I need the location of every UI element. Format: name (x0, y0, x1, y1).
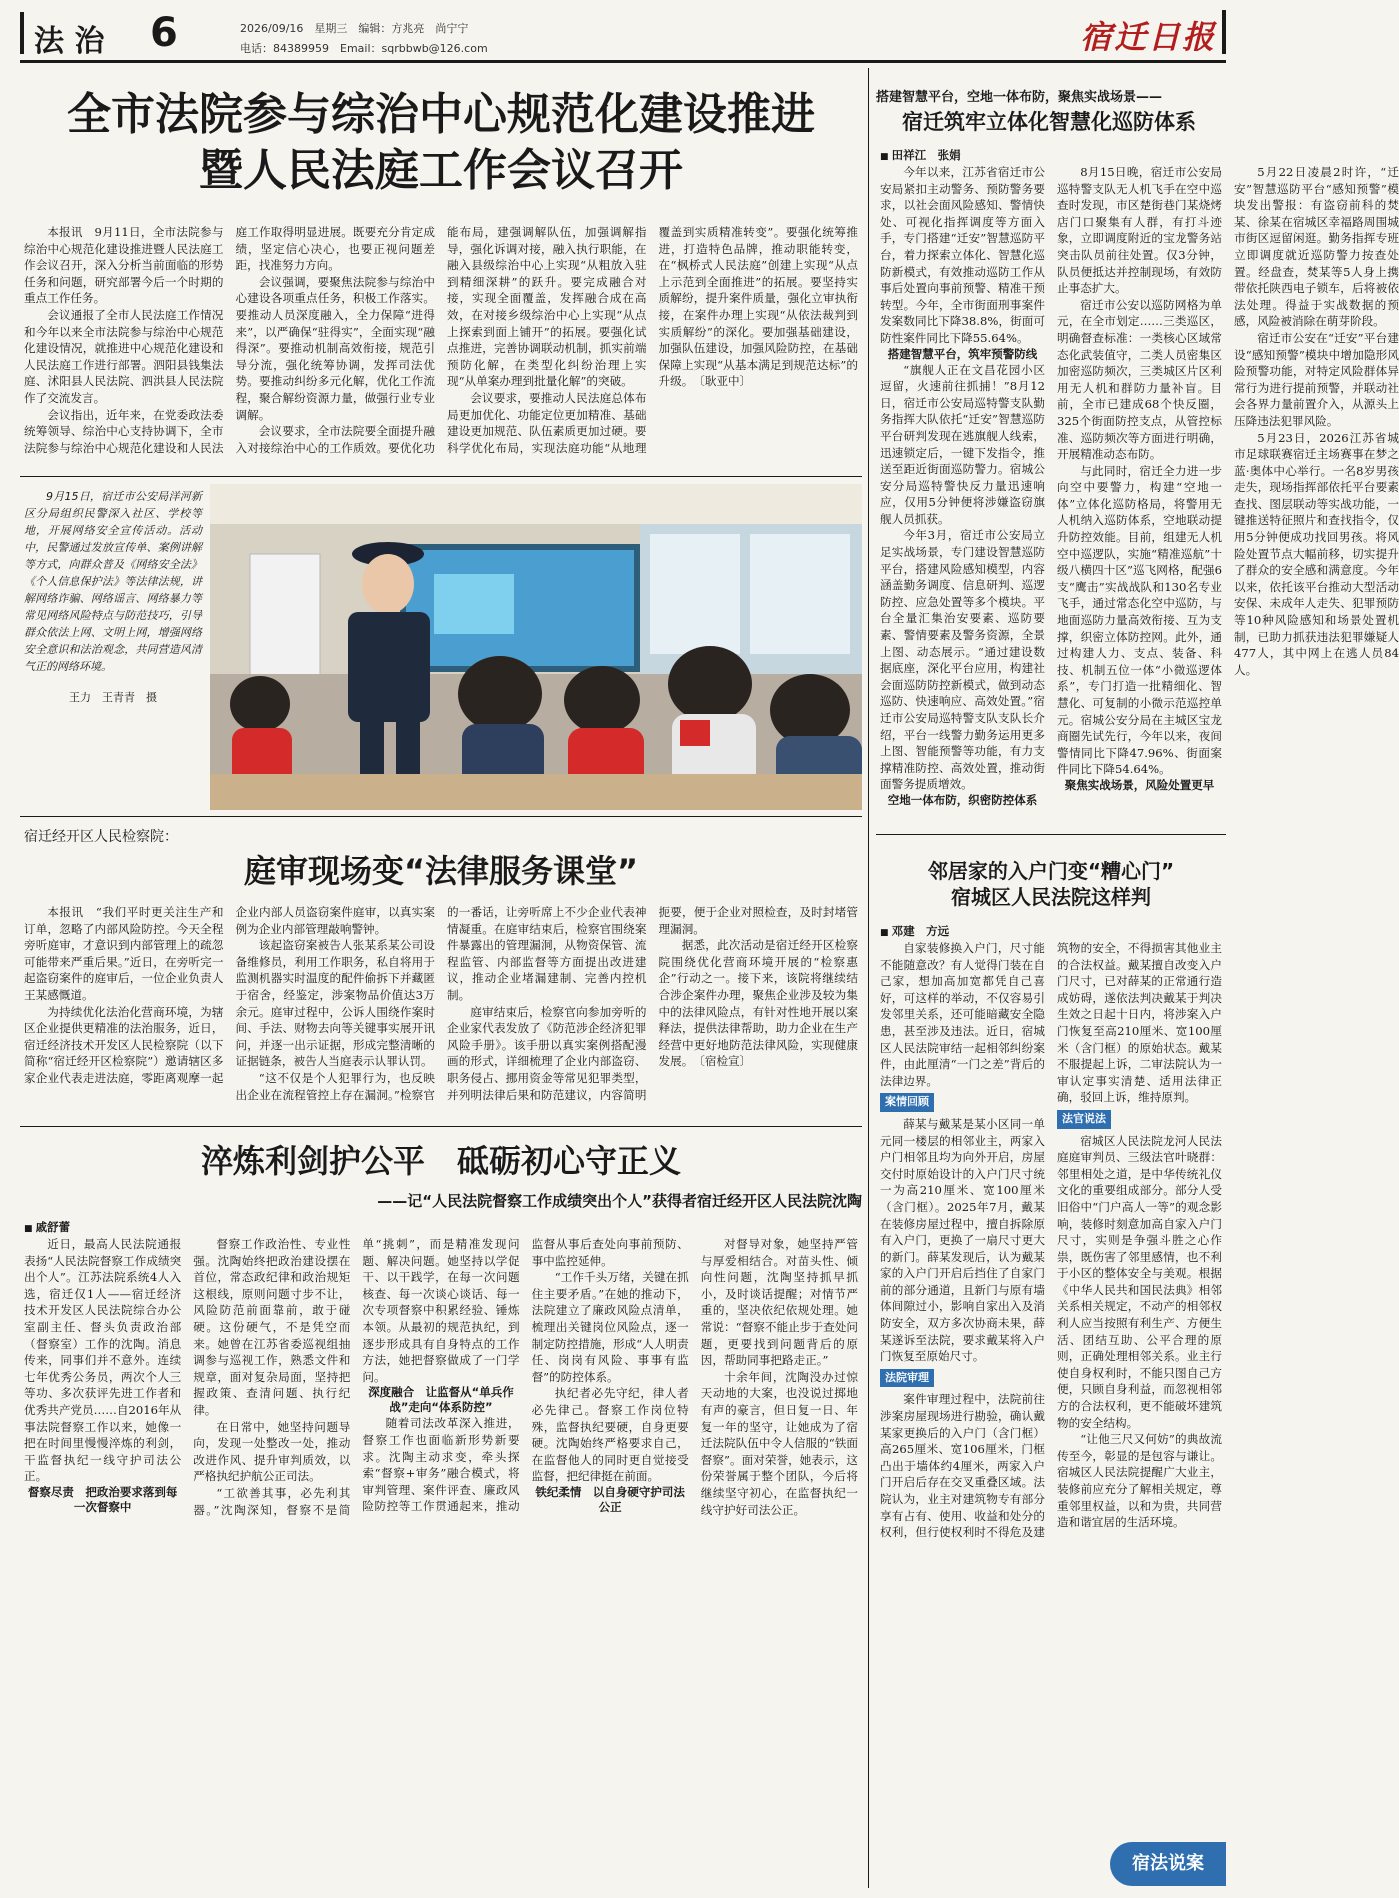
article-2-subhead: 聚焦实战场景，风险处置更早 (1064, 777, 1215, 792)
article-4-para: “工欲善其事，必先利其器。”沈陶深知，督察不是简单“挑刺”，而是精准发现问题、解决问题。她坚持以学促干、以干践学，在每一次问题核查、每一次谈心谈话、每一次专项督察中积累经验、锤炼本领。从最初的规范执纪，到逐步形成具有自身特点的工作方法，她把督察做成了一门学问。 (193, 1237, 520, 1517)
article-4-byline: ■ 戚舒蕾 (24, 1220, 70, 1234)
article-1-para: 会议要求，要推动人民法庭总体布局更加优化、功能定位更加精准、基础建设更加规范、队伍素质更加过硬。要科学优化布局，实现法庭功能“从地理覆盖到实质精准转变”。要强化统筹推进，打造特色品牌，推动职能转变，在“枫桥式人民法庭”创建上实现“从点上示范到全面推进”的拓展。要坚持实质解纷，提升案件质量，强化立审执衔接，在案件办理上实现“从依法裁判到实质解纷”的深化。要加强基础建设，加强队伍建设，加强风险防控，在基础保障上实现“从基本满足到规范达标”的升级。 〔耿亚中〕 (447, 225, 858, 455)
column-badge-label: 宿法说案 (1132, 1853, 1204, 1874)
article-5-section-label: 案情回顾 (880, 1093, 934, 1112)
newspaper-logo: 宿迁日报 (1080, 18, 1217, 56)
article-5-para: 自家装修换入户门，尺寸能不能随意改？有人觉得门装在自己家，想加高加宽都凭自己喜好，可这样的举动，不仅容易引发邻里关系，还可能暗藏安全隐患，甚至涉及违法。近日，宿城区人民法院审结一起相邻纠纷案件，由此厘清“一门之差”背后的法律边界。 (880, 941, 1045, 1088)
article-2-para: 5月23日，2026江苏省城市足球联赛宿迁主场赛事在梦之蓝·奥体中心举行。一名8岁男孩走失，现场指挥部依托平台要素查找、图层联动等实战功能，一键推送特征照片和查找指令，仅用5分钟便成功找回男孩。将风险处置节点大幅前移，切实提升了群众的安全感和满意度。今年以来，依托该平台推动大型活动安保、未成年人走失、犯罪预防等10种风险感知和场景处置机制，已助力抓获违法犯罪嫌疑人477人，其中网上在逃人员84人。 (1234, 430, 1399, 677)
article-4-subhead: 铁纪柔情 以自身硬守护司法公正 (535, 1484, 685, 1514)
article-2-pretitle: 搭建智慧平台，空地一体布防，聚焦实战场景—— (876, 90, 1163, 105)
section-name: 法 治 (34, 24, 105, 59)
photo-caption: 9月15日，宿迁市公安局洋河新区分局组织民警深入社区、学校等地，开展网络安全宣传活动。活动中，民警通过发放宣传单、案例讲解等方式，向群众普及《网络安全法》《个人信息保护法》等法律法规，讲解网络诈骗、网络谣言、网络暴力等常见网络风险特点与防范技巧，引导群众依法上网、文明上网，增强网络安全意识和法治观念，共同营造风清气正的网络环境。 (24, 490, 202, 673)
article-1-para: 会议通报了全市人民法庭工作情况和今年以来全市法院参与综治中心规范化建设情况，就推进中心规范化建设和人民法庭工作进行部署。泗阳县钱集法庭、沭阳县人民法院、泗洪县人民法院作了交流发言。 (24, 307, 224, 405)
article-4-para: 督察工作政治性、专业性强。沈陶始终把政治建设摆在首位，常态政纪律和政治规矩这根线，原则问题寸步不让，风险防范前面靠前，敢于碰硬。这份硬气，不是凭空而来。她曾在江苏省委巡视组抽调参与巡视工作，熟悉文件和规章，面对复杂局面，坚持把握政策、查清问题、执行纪律。 (193, 1237, 351, 1417)
article-5-body (880, 940, 1222, 1830)
article-5-title-line-2: 宿城区人民法院这样判 (951, 885, 1151, 909)
article-5-section-label-row (880, 1093, 1045, 1112)
article-5-byline-row (880, 920, 949, 939)
article-4-para: 在日常中，她坚持问题导向，发现一处整改一处，推动改进作风、提升审判质效，以严格执纪护航公正司法。 (193, 1419, 351, 1484)
article-2-title: 宿迁筑牢立体化智慧化巡防体系 (902, 110, 1196, 134)
divider (20, 816, 862, 817)
article-2-para: 宿迁市公安在“迁安”平台建设“感知预警”模块中增加隐形风险预警功能，对特定风险群体异常行为进行提前预警，并联动社会各界力量前置介入，从源头上压降违法犯罪风险。 (1234, 330, 1399, 428)
article-5-para: “让他三尺又何妨”的典故流传至今，彰显的是包容与谦让。宿城区人民法院提醒广大业主，装修前应充分了解相关规定，尊重邻里权益，以和为贵，共同营造和谐宜居的生活环境。 (1057, 1432, 1222, 1530)
article-3-para: 为持续优化法治化营商环境，为辖区企业提供更精准的法治服务，近日，宿迁经济技术开发区人民检察院（以下简称“宿迁经开区检察院”）邀请辖区多家企业代表走进法庭，零距离观摩一起企业内部人员盗窃案件庭审，以真实案例为企业内部管理敲响警钟。 (24, 905, 435, 1085)
article-4-para: “工作千头万绪，关键在抓住主要矛盾。”在她的推动下，法院建立了廉政风险点清单，梳理出关键岗位风险点，逐一制定防控措施，形成“人人明责任、岗岗有风险、事事有监督”的防控体系。 (531, 1270, 689, 1384)
article-3-pretitle: 宿迁经开区人民检察院： (24, 829, 178, 845)
article-5-para: 宿城区人民法院龙河人民法庭庭审判员、三级法官叶晓群：邻里相处之道，是中华传统礼仪文化的重要组成部分。部分人受旧俗中“门户高人一等”的观念影响，装修时刻意加高自家入户门尺寸，实则是争强斗胜之心作祟，既伤害了邻里感情，也不利于小区的整体安全与美观。根据《中华人民共和国民法典》相邻关系相关规定，不动产的相邻权利人应当按照有利生产、方便生活、团结互助、公平合理的原则，正确处理相邻关系。业主行使自身权利时，不能只图自己方便，只顾自身利益，而忽视相邻方的合法权利，更不能破坏建筑物的安全结构。 (1057, 1133, 1222, 1430)
masthead-rule (20, 60, 1226, 63)
article-3-title: 庭审现场变“法律服务课堂” (243, 852, 639, 890)
column-divider (868, 68, 869, 1888)
article-4-para: 十余年间，沈陶没办过惊天动地的大案，也没说过掷地有声的豪言，但日复一日、年复一年的坚守，让她成为了宿迁法院队伍中令人信服的“铁面督察”。面对荣誉，她表示，这份荣誉属于整个团队，今后将继续坚守初心，在监督执纪一线守护好司法公正。 (700, 1369, 858, 1517)
photo-credit: 王力 王青青 摄 (69, 691, 157, 704)
divider (20, 1126, 862, 1127)
photo-caption-box (24, 488, 202, 788)
article-5-para: 案件审理过程中，法院前往涉案房屋现场进行勘验，确认戴某家更换后的入户门（含门框）高265厘米、宽106厘米，门框凸出于墙体约4厘米，两家入户门开启后存在交叉重叠区域。法院认为，业主对建筑物专有部分享有占有、使用、收益和处分的权利，但行使权利时不得危及建筑物的安全，不得损害其他业主的合法权益。戴某擅自改变入户门尺寸，已对薛某的正常通行造成妨碍，遂依法判决戴某于判决生效之日起十日内，将涉案入户门恢复至高210厘米、宽100厘米（含门框）的原始状态。戴某不服提起上诉，二审法院认为一审认定事实清楚、适用法律正确，驳回上诉，维持原判。 (880, 941, 1222, 1540)
page-number: 6 (150, 10, 178, 56)
masthead-left-bar (20, 12, 24, 54)
article-3-para: 该起盗窃案被告人张某系某公司设备维修员，利用工作职务，私自将用于监测机器实时温度的配件偷拆下并藏匿于宿舍，经鉴定，涉案物品价值达3万余元。庭审过程中，公诉人围绕作案时间、手法、财物去向等关键事实展开讯问，并逐一出示证据，形成完整清晰的证据链条，被告人当庭表示认罪认罚。 (235, 938, 435, 1069)
article-2-para: 宿迁市公安以巡防网格为单元，在全市划定……三类巡区，明确督查标准：一类核心区域常态化武装值守，二类人员密集区加密巡防频次，三类城区片区利用无人机和群防力量补盲。目前，全市已建成68个快反圈，325个街面防控支点，从管控标准、巡防频次等方面进行明确，开展精准动态布防。 (1057, 297, 1222, 462)
article-2-byline-row (880, 144, 1220, 163)
article-4-para: 对督导对象，她坚持严管与厚爱相结合。对苗头性、倾向性问题，沈陶坚持抓早抓小，及时谈话提醒；对情节严重的，坚决依纪依规处理。她常说：“督察不能止步于查处问题，更要找到问题背后的原因，帮助同事把路走正。” (700, 1237, 858, 1368)
article-3-para: “这不仅是个人犯罪行为，也反映出企业在流程管控上存在漏洞。”检察官的一番话，让旁听席上不少企业代表神情凝重。在庭审结束后，检察官围绕案件暴露出的管理漏洞，从物资保管、流程监管、内部监督等方面提出改进建议，推动企业堵漏建制、完善内控机制。 (235, 905, 647, 1102)
column-badge (1110, 1842, 1226, 1886)
article-5-byline: ■ 邓建 方远 (880, 924, 949, 938)
masthead (0, 0, 1236, 62)
article-5-para: 薛某与戴某是某小区同一单元同一楼层的相邻业主，两家入户门相邻且均为向外开启，房屋交付时原始设计的入户门尺寸统一为高210厘米、宽100厘米（含门框）。2025年7月，戴某在装修房屋过程中，擅自拆除原有入户门，更换了一扇尺寸更大的新门。薛某发现后，认为戴某家的入户门开启后挡住了自家门前的部分通道，且新门与原有墙体间隙过小，影响自家出入及消防安全，双方多次协商未果，薛某遂诉至法院，要求戴某将入户门恢复至原始尺寸。 (880, 1116, 1045, 1364)
article-5-section-label: 法官说法 (1057, 1110, 1111, 1129)
article-3-para: 据悉，此次活动是宿迁经开区检察院围绕优化营商环境开展的“检察惠企”行动之一。接下来，该院将继续结合涉企案件办理，聚焦企业涉及较为集中的法律风险点，有针对性地开展以案释法，提供法律帮助，助力企业在生产经营中更好地防范法律风险，实现健康发展。 〔宿检宣〕 (658, 938, 858, 1069)
divider (20, 476, 862, 477)
article-2-subhead: 空地一体布防，织密防控体系 (887, 792, 1038, 807)
article-2-para: 今年3月，宿迁市公安局立足实战场景，专门建设智慧巡防平台，搭建风险感知模型，内容涵盖勤务调度、信息研判、巡逻防控、应急处置等多个模块。平台全量汇集治安要素、巡防要素、警情要素及警务资源，全景上图、动态展示。“通过建设数据底座，深化平台应用，构建社会面巡防防控新模式，做到动态巡防、快速响应、高效处置。”宿迁市公安局巡特警支队支队长介绍，平台一线警力勤务运用更多上图、智能预警等功能，有力支撑精准防控、高效处置，推动街面警务提质增效。 (880, 528, 1045, 792)
article-5-section-label-row (880, 1369, 1045, 1388)
article-4-body (24, 1236, 858, 1888)
article-2-body (880, 164, 1399, 826)
article-4-subtitle: ——记“人民法院督察工作成绩突出个人”获得者宿迁经开区人民法院沈陶 (377, 1192, 862, 1210)
article-3-para: 本报讯 “我们平时更关注生产和订单，忽略了内部风险防控。今天全程旁听庭审，才意识到内部管理上的疏忽可能带来严重后果。”近日，在旁听完一起盗窃案件的庭审后，一位企业负责人王某感慨道。 (24, 905, 224, 1002)
article-2-para: 5月22日凌晨2时许，“迁安”智慧巡防平台“感知预警”模块发出警报：有盗窃前科的焚某、徐某在宿城区幸福路周围城市街区逗留闲逛。勤务指挥专班立即调度就近巡防警力按查处置。经盘查，焚某等5人身上携带依托陕西电子锁车，后将被依法处理。得益于实战数据的预感，风险被消除在萌芽阶段。 (1234, 165, 1399, 329)
article-5-title-line-1: 邻居家的入户门变“糟心门” (927, 859, 1175, 883)
article-4-subhead: 深度融合 让监督从“单兵作战”走向“体系防控” (368, 1385, 514, 1415)
divider (876, 834, 1226, 835)
article-5-section-label-row (1057, 1110, 1222, 1129)
article-1-para: 会议要求，全市法院要全面提升融入对接综治中心的工作质效。要优化功能布局，建强调解队伍，加强调解指导，强化诉调对接，融入执行职能，在融入县级综治中心上实现“从粗放入驻到精细深耕”的跃升。要完成融合对接，实现全面覆盖，发挥融合成在高效，在对接乡级综治中心上实现“从点上探索到面上铺开”的拓展。要强化试点推进，完善协调联动机制，抓实前端预防化解，在类型化纠纷治理上实现“从单案办理到批量化解”的突破。 (235, 225, 647, 455)
classroom-photo-illustration (210, 484, 862, 810)
article-1-para: 本报讯 9月11日，全市法院参与综治中心规范化建设推进暨人民法庭工作会议召开，深入分析当前面临的形势任务和问题，研究部署今后一个时期的重点工作任务。 (24, 225, 224, 306)
article-5-section-label: 法院审理 (880, 1369, 934, 1388)
article-4-title: 淬炼利剑护公平 砥砺初心守正义 (200, 1142, 681, 1180)
article-1-title-line-1: 全市法院参与综治中心规范化建设推进 (67, 89, 815, 140)
article-2-subhead: 搭建智慧平台，筑牢预警防线 (887, 346, 1038, 361)
article-2-para: 8月15日晚，宿迁市公安局巡特警支队无人机飞手在空中巡查时发现，市区楚街巷门某烧烤店门口聚集有人群，有打斗迹象，立即调度附近的宝龙警务站突击队员前往处置。仅3分钟，队员便抵达并控制现场，有效防止事态扩大。 (1057, 165, 1222, 296)
article-4-subhead: 督察尽责 把政治要求落到每一次督察中 (27, 1484, 178, 1514)
logo-bar (1222, 10, 1226, 54)
article-3-para: 庭审结束后，检察官向参加旁听的企业家代表发放了《防范涉企经济犯罪风险手册》。该手册以真实案例搭配漫画的形式，详细梳理了企业内部盗窃、职务侵占、挪用资金等常见犯罪类型，并列明法律后果和防范建议，内容简明扼要，便于企业对照检查，及时封堵管理漏洞。 (447, 905, 858, 1102)
contact-line: 电话：84389959 Email：sqrbbwb@126.com (240, 42, 488, 55)
article-1-para: 会议指出，近年来，在党委政法委统筹领导、综治中心支持协调下，全市法院参与综治中心规范化建设和人民法庭工作取得明显进展。既要充分肯定成绩，坚定信心决心，也要正视问题差距，找准努力方向。 (24, 225, 435, 455)
article-4-para: 随着司法改革深入推进，督察工作也面临新形势新要求。沈陶主动求变，牵头探索“督察+审务”融合模式，将审判管理、案件评查、廉政风险防控等工作贯通起来，推动监督从事后查处向事前预防、事中监控延伸。 (362, 1237, 689, 1514)
classroom-photo (210, 484, 862, 810)
article-2-byline: ■ 田祥江 张娟 (880, 148, 961, 162)
article-2-para: 与此同时，宿迁全力进一步向空中要警力，构建“空地一体”立体化巡防格局，将警用无人机纳入巡防体系，空地联动提升防控效能。目前，组建无人机空中巡逻队，实施“精准巡航”十级八横四十区”巡飞网格，配强6支“鹰击”实战战队和130名专业飞手，通过常态化空中巡防，与地面巡防力量高效衔接、互为支撑，织密立体防控网。此外，通过构建人力、支点、装备、科技、机制五位一体“小微巡逻体系”，专门打造一批精细化、智慧化、可复制的小微示范巡控单元。宿城公安分局在主城区宝龙商圈先试先行，今年以来，夜间警情同比下降47.96%、街面案件同比下降54.64%。 (1057, 463, 1222, 777)
article-3-body (24, 904, 858, 1118)
article-2-para: “旗舰人正在文昌花园小区逗留，火速前往抓捕！”8月12日，宿迁市公安局巡特警支队勤务指挥大队依托“迁安”智慧巡防平台研判发现在逃旗舰人线索，迅速锁定后，一键下发指令，推送至距近街面巡防警力。宿城公安分局巡特警快反力量迅速响应，仅用5分钟便将涉嫌盗窃旗舰人员抓获。 (880, 362, 1045, 526)
article-4-para: 近日，最高人民法院通报表扬“人民法院督察工作成绩突出个人”。江苏法院系统4人入选，宿迁仅1人——宿迁经济技术开发区人民法院综合办公室副主任、督头负责政治部（督察室）工作的沈陶。消息传来，同事们并不意外。连续七年优秀公务员，两次个人三等功、多次获评先进工作者和优秀共产党员……自2016年从事法院督察工作以来，她像一把在时间里慢慢淬炼的利剑，干监督执纪一线守护司法公正。 (24, 1237, 182, 1484)
article-1-body (24, 224, 858, 470)
article-4-byline-row (24, 1216, 70, 1235)
article-1-title-line-2: 暨人民法庭工作会议召开 (199, 145, 683, 196)
issue-date: 2026/09/16 星期三 编辑：方兆亮 尚宁宁 (240, 22, 469, 35)
article-4-para: 执纪者必先守纪，律人者必先律己。督察工作岗位特殊，监督执纪要硬，自身更要硬。沈陶始终严格要求自己，在监督他人的同时更自觉接受监督，把纪律挺在前面。 (531, 1386, 689, 1484)
article-1-para: 会议强调，要聚焦法院参与综治中心建设各项重点任务，积极工作落实。要推动人员深度融入，全力保障“进得来”，以严确保“驻得实”，全面实现“融得深”。要推动机制高效衔接，规范引导分流，强化统筹协调，发挥司法优势。要推动纠纷多元化解，优化工作流程，聚合解纷资源力量，做强行业专业调解。 (235, 274, 435, 422)
article-2-para: 今年以来，江苏省宿迁市公安局紧扣主动警务、预防警务要求，以社会面风险感知、警情快处、可视化指挥调度等方面入手，专门搭建“迁安”智慧巡防平台，着力探索立体化、智慧化巡防新模式，有效推动巡防工作从事后处置向事前预警、精准干预转型。今年，全市街面刑事案件发案数同比下降38.8%，街面可防性案件同比下降55.64%。 (880, 165, 1045, 345)
